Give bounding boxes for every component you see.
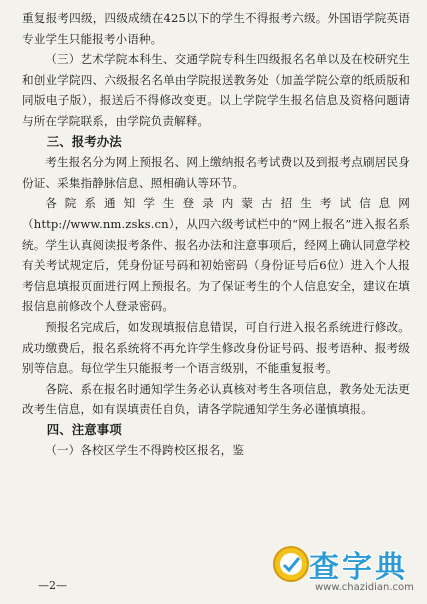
paragraph-note-1: （一）各校区学生不得跨校区报名，鉴	[45, 443, 244, 458]
section-heading-4: 四、注意事项	[46, 421, 122, 437]
paragraph-modification: 预报名完成后，如发现填报信息错误，可自行进入报名系统进行修改。成功缴费后，报名系统将不再允许学生修改身份证号码、报考语种、报考级别等信息。每位学生只能报考一个语言级别，不能重复报考。	[22, 319, 410, 376]
paragraph-registration-steps: 考生报名分为网上预报名、网上缴纳报名考试费以及到报考点刷居民身份证、采集指静脉信息、照相确认等环节。	[22, 155, 410, 190]
page-number: —2—	[38, 579, 67, 592]
watermark-logo	[271, 540, 421, 598]
section-heading-3: 三、报考办法	[46, 133, 122, 149]
paragraph-item-3: （三）艺术学院本科生、交通学院专科生四级报名名单以及在校研究生和创业学院四、六级报名名单由学院报送教务处（加盖学院公章的纸质版和同版电子版），报送后不得修改变更。以上学院学生报名信息及资格问题请与所在学院联系，由学院负责解释。	[22, 52, 410, 128]
logo-url: www.chazidian.com	[315, 582, 414, 593]
paragraph-online-registration: 各院系通知学生登录内蒙古招生考试信息网（http://www.nm.zsks.cn），从四六级考试栏中的“网上报名”进入报名系统。学生认真阅读报考条件、报名办法和注意事项后，经网上确认同意学校有关考试规定后，凭身份证号码和初始密码（身份证号后6位）进入个人报考信息填报页面进行网上预报名。为了保证考生的个人信息安全，建议在填报信息前修改个人登录密码。	[22, 196, 410, 314]
dictionary-badge-icon	[271, 544, 311, 584]
paragraph-verification: 各院、系在报名时通知学生务必认真核对考生各项信息，教务处无法更改考生信息，如有误填责任自负，请各学院通知学生务必谨慎填报。	[22, 381, 410, 417]
logo-text: 查字典	[309, 550, 408, 585]
document-body	[22, 8, 410, 461]
paragraph-continuation: 重复报考四级，四级成绩在425以下的学生不得报考六级。外国语学院英语专业学生只能报考小语种。	[22, 11, 410, 46]
